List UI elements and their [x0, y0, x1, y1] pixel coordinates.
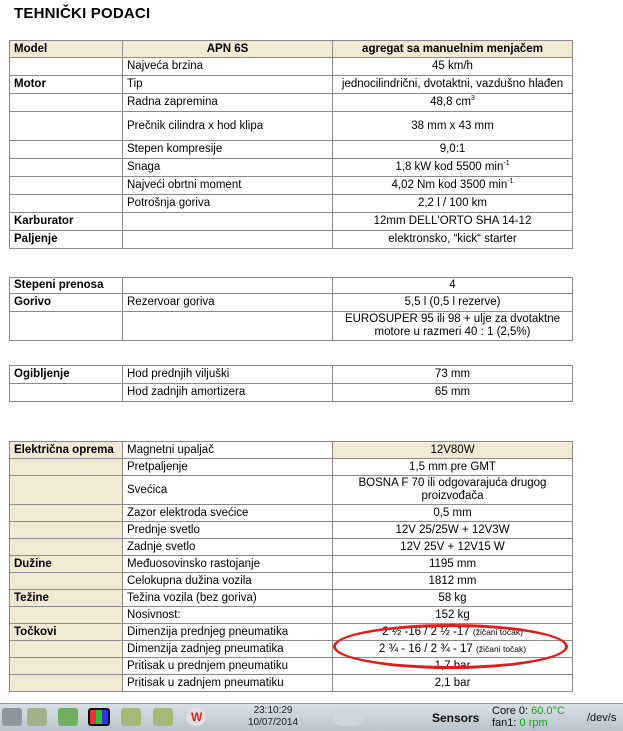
value-cell	[333, 195, 573, 213]
value-text: 12V 25/25W + 12V3W	[395, 523, 510, 536]
group-cell	[10, 195, 123, 213]
table-row	[10, 94, 573, 112]
value-cell	[333, 459, 573, 476]
label-cell: Zazor elektroda svećice	[123, 505, 333, 522]
clock-time: 23:10:29	[253, 705, 293, 716]
value-cell	[333, 141, 573, 159]
table-row	[10, 459, 573, 476]
fan-value: 0 rpm	[519, 717, 548, 729]
value-cell	[333, 590, 573, 607]
value-text: 1195 mm	[428, 557, 477, 570]
label-cell: Pretpaljenje	[123, 459, 333, 476]
label-cell	[123, 278, 333, 294]
label-cell: Zadnje svetlo	[123, 539, 333, 556]
browser-icon[interactable]: W	[186, 708, 206, 726]
group-cell: Gorivo	[10, 294, 123, 312]
label-cell: Dimenzija prednjeg pneumatika	[123, 624, 333, 641]
value-cell	[333, 94, 573, 112]
value-text: 58 kg	[438, 591, 467, 604]
table-row	[10, 607, 573, 624]
value-cell	[333, 177, 573, 195]
value-text: 2,1 bar	[434, 676, 471, 689]
table-row	[10, 195, 573, 213]
value-cell	[333, 522, 573, 539]
table-row	[10, 442, 573, 459]
clock-date: 10/07/2014	[248, 717, 299, 728]
table-row	[10, 366, 573, 384]
label-cell: Pritisak u prednjem pneumatiku	[123, 658, 333, 675]
group-cell	[10, 641, 123, 658]
value-text: 48,8 cm	[430, 96, 471, 108]
value-cell	[333, 58, 573, 76]
value-cell	[333, 294, 573, 312]
group-cell: Stepeni prenosa	[10, 278, 123, 294]
value-cell	[333, 366, 573, 384]
value-cell	[333, 573, 573, 590]
label-cell	[123, 312, 333, 341]
value-text: 2 ½ -16 / 2 ½ -17	[382, 625, 470, 638]
group-cell	[10, 505, 123, 522]
sensor-readout	[492, 705, 565, 729]
value-text: 4,02 Nm kod 3500 min	[391, 179, 508, 191]
value-cell	[333, 442, 573, 459]
value-text: 73 mm	[434, 368, 471, 380]
group-cell: Ogibljenje	[10, 366, 123, 384]
value-text: 1,5 mm pre GMT	[409, 460, 496, 473]
group-cell	[10, 94, 123, 112]
value-superscript: -1	[507, 178, 514, 186]
value-cell	[333, 476, 573, 505]
table-row	[10, 675, 573, 692]
table-row	[10, 76, 573, 94]
annotation-ellipse	[333, 624, 568, 669]
taskbar	[0, 703, 623, 731]
table-row	[10, 231, 573, 249]
value-cell	[333, 278, 573, 294]
clock[interactable]	[248, 705, 298, 729]
group-cell: Težine	[10, 590, 123, 607]
label-cell: Prednje svetlo	[123, 522, 333, 539]
value-text: 1,7 bar	[434, 659, 471, 672]
value-text: 2 ¾ - 16 / 2 ¾ - 17	[378, 642, 473, 655]
monitor-icon[interactable]	[88, 708, 110, 726]
table-row	[10, 213, 573, 231]
value-text: 2,2 l / 100 km	[417, 197, 488, 209]
label-cell: Snaga	[123, 159, 333, 177]
group-cell: Električna oprema	[10, 442, 123, 459]
value-text: 1812 mm	[428, 574, 477, 587]
value-cell	[333, 159, 573, 177]
header-cell: agregat sa manuelnim menjačem	[333, 41, 573, 58]
value-cell	[333, 112, 573, 141]
value-text: BOSNA F 70 ili odgovarajuća drugog proizvođača	[358, 477, 547, 502]
table-row	[10, 556, 573, 573]
table-header-row	[10, 41, 573, 58]
group-cell: Karburator	[10, 213, 123, 231]
group-cell: Motor	[10, 76, 123, 94]
group-cell	[10, 476, 123, 505]
group-cell	[10, 112, 123, 141]
group-cell	[10, 159, 123, 177]
group-cell	[10, 58, 123, 76]
label-cell: Nosivnost:	[123, 607, 333, 624]
group-cell	[10, 658, 123, 675]
group-cell	[10, 312, 123, 341]
group-cell	[10, 539, 123, 556]
group-cell	[10, 573, 123, 590]
value-text: 45 km/h	[432, 60, 473, 72]
label-cell: Potrošnja goriva	[123, 195, 333, 213]
label-cell: Radna zapremina	[123, 94, 333, 112]
value-text: 38 mm x 43 mm	[411, 119, 494, 132]
group-cell	[10, 141, 123, 159]
group-cell	[10, 384, 123, 402]
label-cell: Prečnik cilindra x hod klipa	[123, 112, 333, 141]
label-cell: Stepen kompresije	[123, 141, 333, 159]
value-text: 65 mm	[434, 386, 471, 398]
folder-icon[interactable]	[121, 708, 141, 726]
value-cell	[333, 607, 573, 624]
table-row	[10, 177, 573, 195]
value-cell	[333, 312, 573, 341]
group-cell: Točkovi	[10, 624, 123, 641]
value-text: 4	[449, 279, 456, 291]
label-cell: Najveća brzina	[123, 58, 333, 76]
device-label: /dev/s	[587, 712, 617, 724]
value-cell	[333, 384, 573, 402]
page-title: TEHNIČKI PODACI	[14, 5, 151, 22]
value-note: (žičani točak)	[476, 643, 527, 654]
group-cell	[10, 177, 123, 195]
table-row	[10, 278, 573, 294]
header-cell: APN 6S	[123, 41, 333, 58]
label-cell: Dimenzija zadnjeg pneumatika	[123, 641, 333, 658]
group-cell	[10, 459, 123, 476]
value-cell	[333, 76, 573, 94]
group-cell	[10, 522, 123, 539]
value-text: elektronsko, “kick“ starter	[388, 233, 517, 245]
core-value: 60.0°C	[531, 705, 565, 717]
group-cell	[10, 607, 123, 624]
value-text: 12V80W	[430, 443, 475, 456]
folder-icon[interactable]	[153, 708, 173, 726]
label-cell: Magnetni upaljač	[123, 442, 333, 459]
value-text: 1,8 kW kod 5500 min	[395, 161, 504, 173]
table-row	[10, 112, 573, 141]
spreadsheet-icon[interactable]	[58, 708, 78, 726]
table-row	[10, 539, 573, 556]
value-cell	[333, 539, 573, 556]
value-cell	[333, 505, 573, 522]
label-cell	[123, 213, 333, 231]
table-row	[10, 476, 573, 505]
group-cell: Paljenje	[10, 231, 123, 249]
value-text: jednocilindrični, dvotaktni, vazdušno hlađen	[341, 78, 564, 90]
value-text: 5,5 l (0,5 l rezerve)	[404, 296, 501, 308]
header-cell: Model	[10, 41, 123, 58]
value-text: 12V 25V + 12V15 W	[400, 540, 505, 553]
group-cell	[10, 675, 123, 692]
label-cell: Hod zadnjih amortizera	[123, 384, 333, 402]
table-row	[10, 384, 573, 402]
value-text: 9,0:1	[439, 143, 466, 155]
tool-icon[interactable]	[2, 708, 22, 726]
value-superscript: 3	[471, 95, 475, 103]
table-row	[10, 590, 573, 607]
label-cell: Težina vozila (bez goriva)	[123, 590, 333, 607]
table-row	[10, 522, 573, 539]
label-cell: Rezervoar goriva	[123, 294, 333, 312]
label-cell	[123, 231, 333, 249]
value-cell	[333, 231, 573, 249]
label-cell: Tip	[123, 76, 333, 94]
weather-icon[interactable]	[333, 708, 363, 726]
value-text: 0,5 mm	[433, 506, 472, 519]
label-cell: Celokupna dužina vozila	[123, 573, 333, 590]
table-row	[10, 573, 573, 590]
sensors-label[interactable]: Sensors	[432, 711, 480, 725]
table-row	[10, 294, 573, 312]
value-text: 12mm DELL'ORTO SHA 14-12	[373, 215, 532, 227]
label-cell: Najveći obrtni moment	[123, 177, 333, 195]
spec-table-motor	[9, 40, 573, 249]
label-cell: Pritisak u zadnjem pneumatiku	[123, 675, 333, 692]
table-row	[10, 58, 573, 76]
table-row	[10, 159, 573, 177]
fan-label: fan1:	[492, 717, 517, 729]
table-row	[10, 312, 573, 341]
core-label: Core 0:	[492, 705, 529, 717]
table-row	[10, 505, 573, 522]
house-icon[interactable]	[27, 708, 47, 726]
value-cell	[333, 213, 573, 231]
table-row	[10, 141, 573, 159]
group-cell: Dužine	[10, 556, 123, 573]
value-cell	[333, 556, 573, 573]
value-text: 152 kg	[435, 608, 470, 621]
value-cell	[333, 675, 573, 692]
spec-table-transmission	[9, 277, 573, 341]
spec-table-suspension	[9, 365, 573, 402]
label-cell: Hod prednjih viljuški	[123, 366, 333, 384]
value-superscript: -1	[503, 160, 510, 168]
label-cell: Svećica	[123, 476, 333, 505]
label-cell: Međuosovinsko rastojanje	[123, 556, 333, 573]
value-text: EUROSUPER 95 ili 98 + ulje za dvotaktne motore u razmeri 40 : 1 (2,5%)	[344, 313, 561, 338]
value-note: (žičani točak)	[472, 626, 523, 637]
